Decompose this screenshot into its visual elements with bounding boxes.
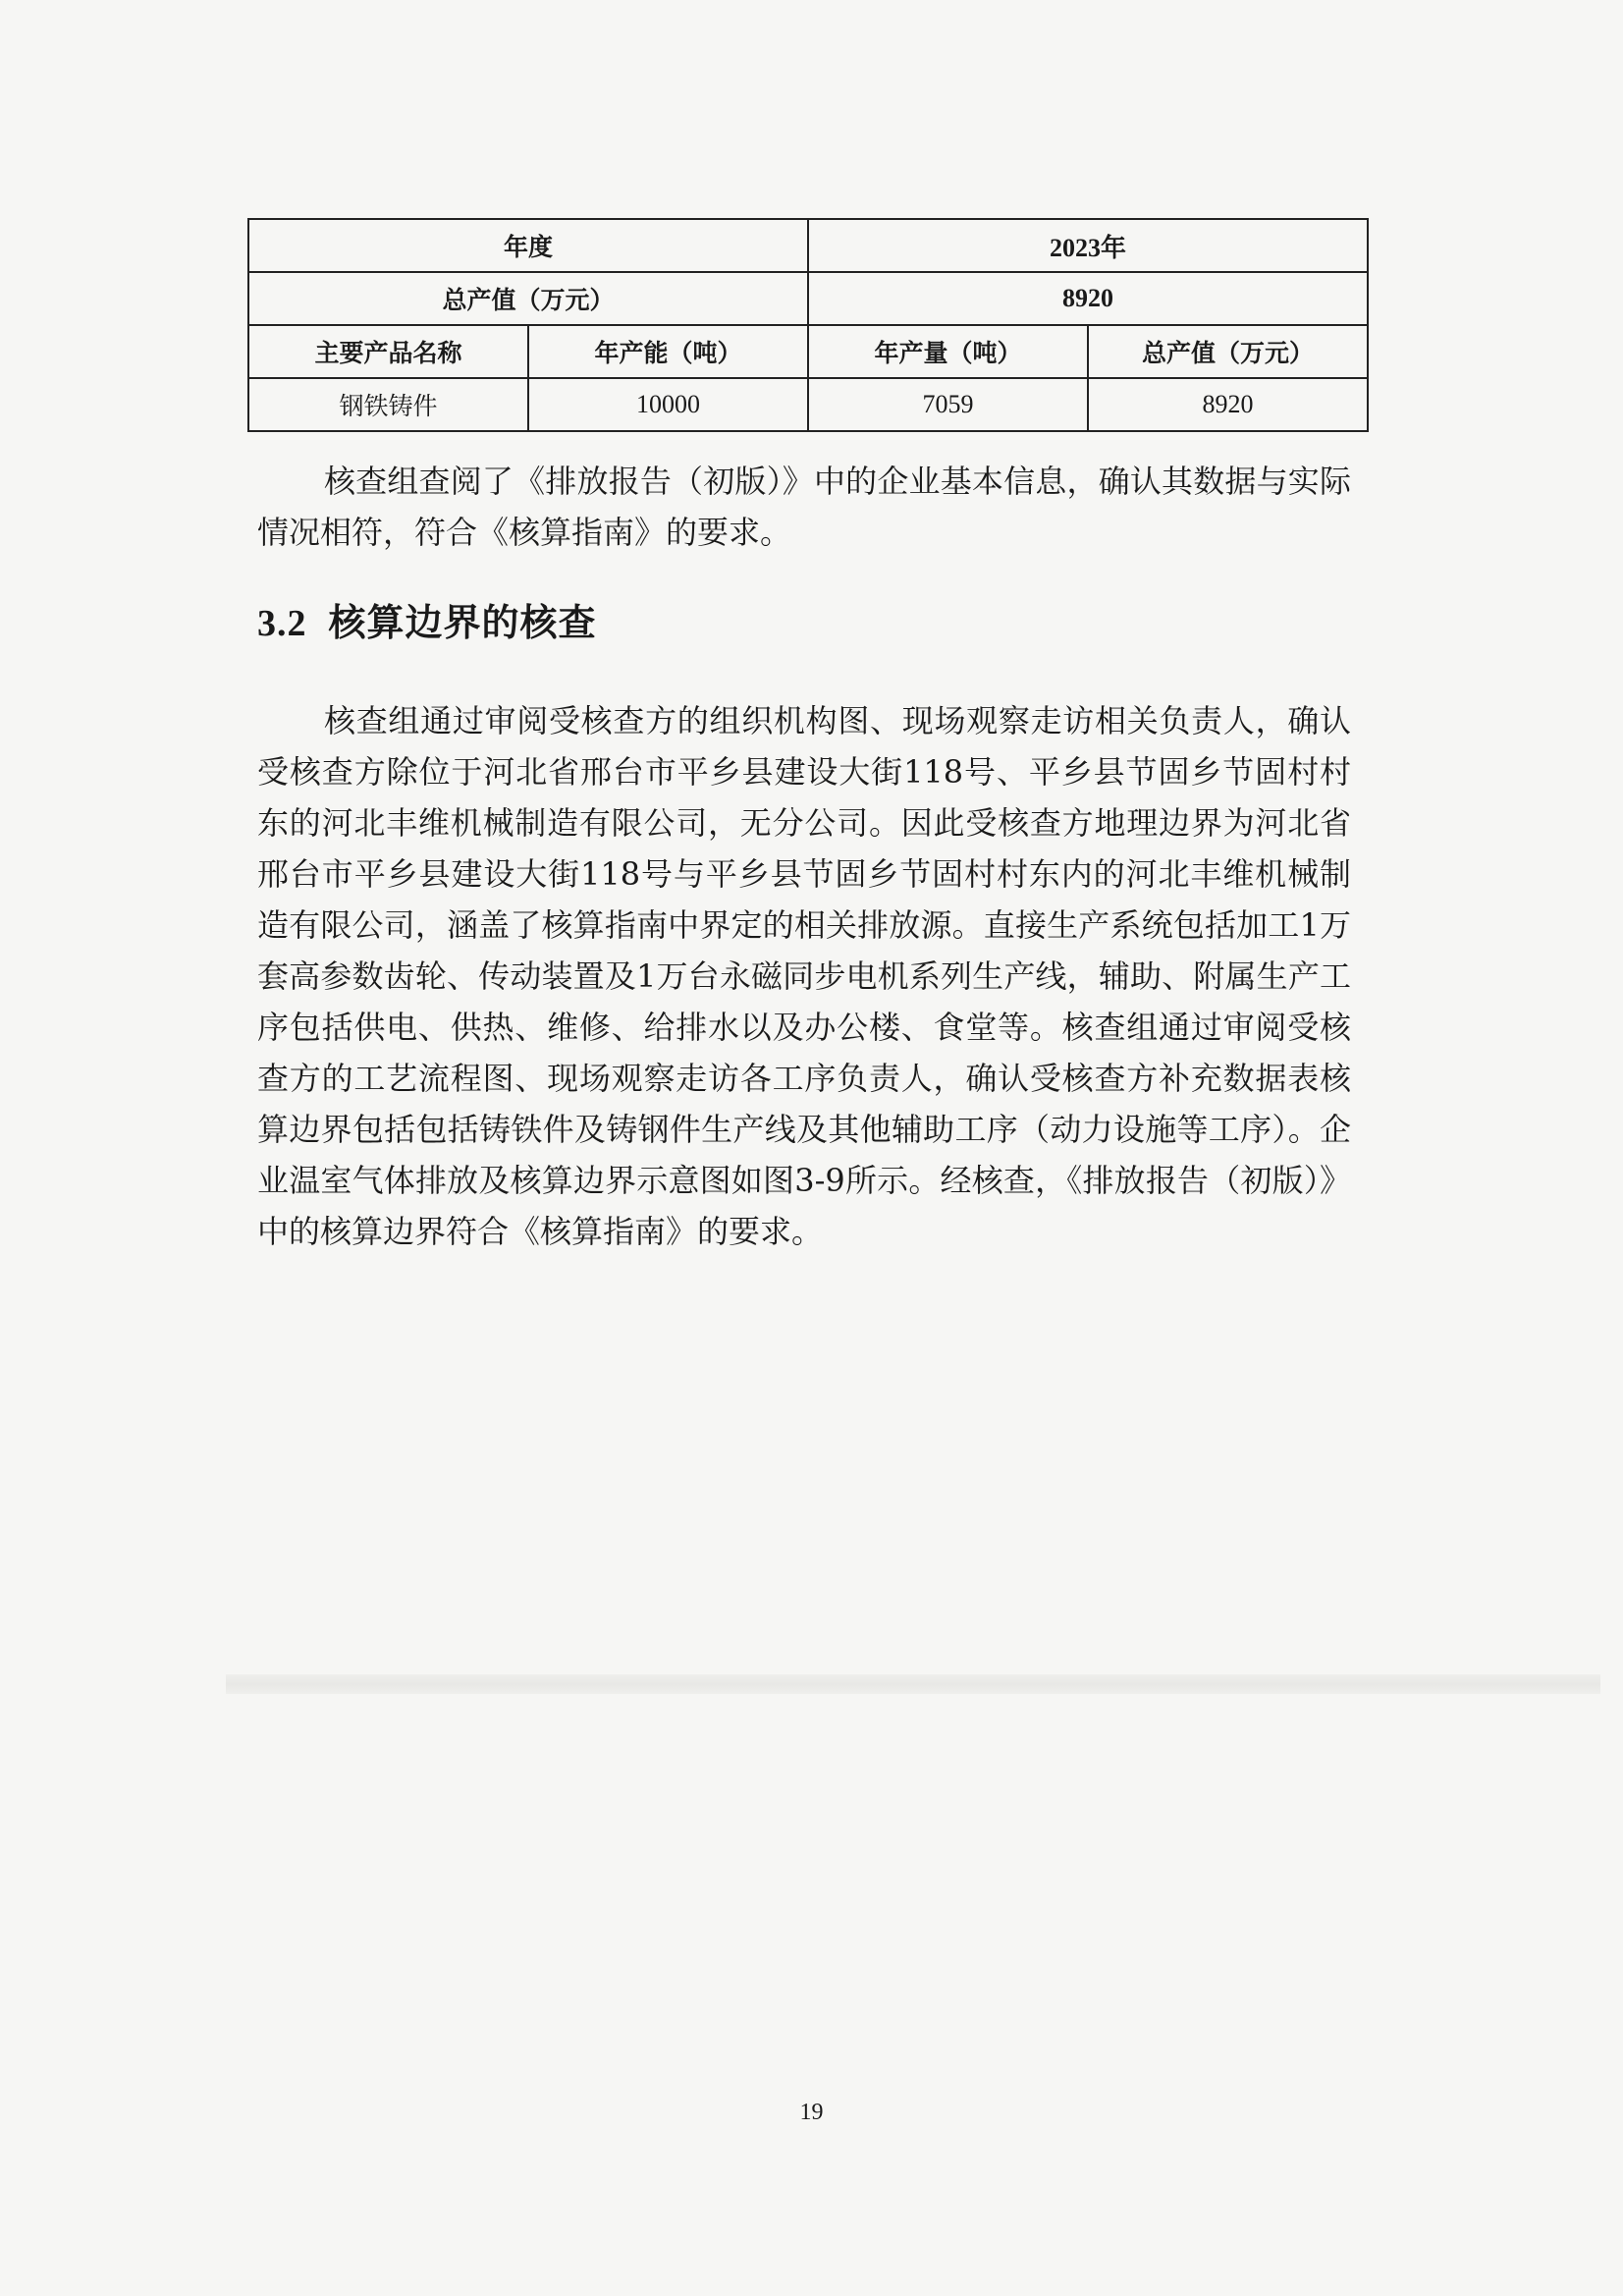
table-header-row bbox=[248, 325, 1368, 378]
paragraph-boundary: 核查组通过审阅受核查方的组织机构图、现场观察走访相关负责人，确认受核查方除位于河北省邢台市平乡县建设大街118号、平乡县节固乡节固村村东的河北丰维机械制造有限公司，无分公司。因此受核查方地理边界为河北省邢台市平乡县建设大街118号与平乡县节固乡节固村村东内的河北丰维机械制造有限公司，涵盖了核算指南中界定的相关排放源。直接生产系统包括加工1万套高参数齿轮、传动装置及1万台永磁同步电机系列生产线，辅助、附属生产工序包括供电、供热、维修、给排水以及办公楼、食堂等。核查组通过审阅受核查方的工艺流程图、现场观察走访各工序负责人，确认受核查方补充数据表核算边界包括包括铸铁件及铸钢件生产线及其他辅助工序（动力设施等工序）。企业温室气体排放及核算边界示意图如图3-9所示。经核查，《排放报告（初版）》中的核算边界符合《核算指南》的要求。 bbox=[257, 702, 1351, 1250]
header-annual-production: 年产量（吨） bbox=[808, 325, 1088, 378]
page-number: 19 bbox=[799, 2100, 824, 2125]
header-total-output: 总产值（万元） bbox=[1088, 325, 1368, 378]
section-number: 3.2 bbox=[257, 603, 307, 644]
table-row bbox=[248, 378, 1368, 431]
header-annual-capacity: 年产能（吨） bbox=[528, 325, 808, 378]
cell-annual-production: 7059 bbox=[808, 378, 1088, 431]
cell-annual-capacity: 10000 bbox=[528, 378, 808, 431]
paragraph-basic-info: 核查组查阅了《排放报告（初版）》中的企业基本信息，确认其数据与实际情况相符，符合《核算指南》的要求。 bbox=[257, 463, 1351, 551]
year-value-cell: 2023年 bbox=[808, 219, 1368, 272]
cell-product-name: 钢铁铸件 bbox=[248, 378, 528, 431]
enterprise-output-table bbox=[247, 218, 1369, 432]
total-output-label-cell: 总产值（万元） bbox=[248, 272, 808, 325]
total-output-value-cell: 8920 bbox=[808, 272, 1368, 325]
section-title: 核算边界的核查 bbox=[328, 601, 597, 644]
cell-total-output: 8920 bbox=[1088, 378, 1368, 431]
scan-bleed-band bbox=[226, 1674, 1600, 1694]
table-row bbox=[248, 272, 1368, 325]
table-row bbox=[248, 219, 1368, 272]
section-heading bbox=[257, 592, 597, 646]
year-label-cell: 年度 bbox=[248, 219, 808, 272]
header-product-name: 主要产品名称 bbox=[248, 325, 528, 378]
